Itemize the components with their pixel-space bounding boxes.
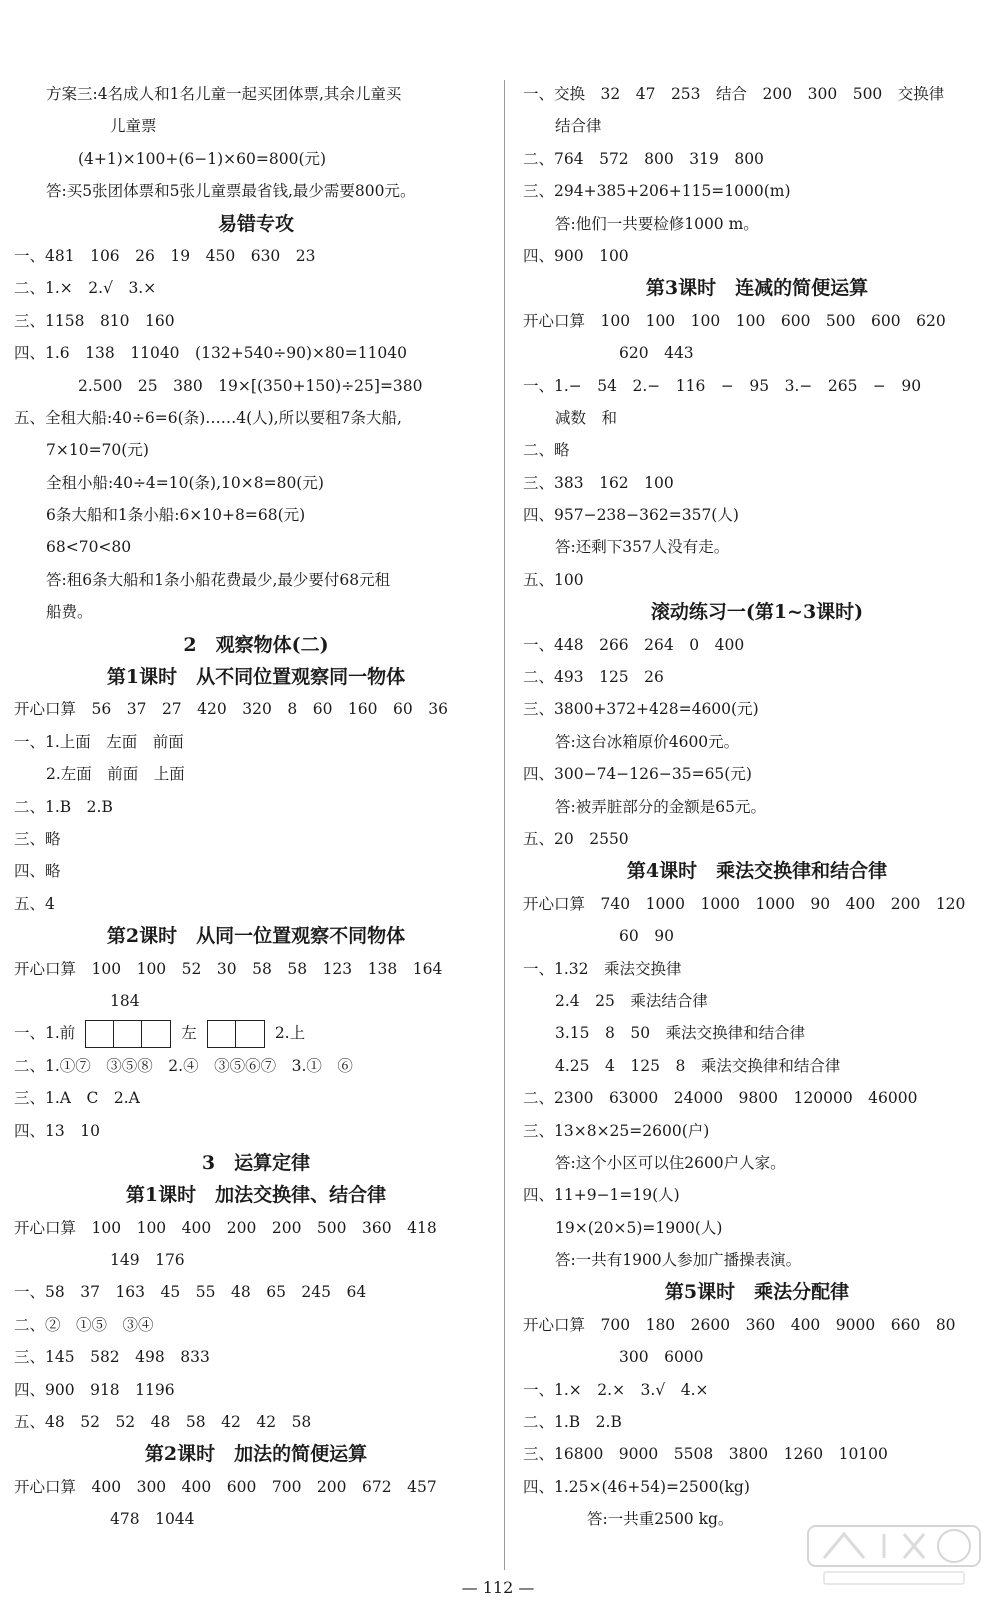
answer-line: 开心口算 740 1000 1000 1000 90 400 200 120 <box>523 894 966 913</box>
answer-line: 四、略 <box>14 862 61 881</box>
answer-line: 五、4 <box>14 894 55 913</box>
answer-line: 五、48 52 52 48 58 42 42 58 <box>14 1413 312 1432</box>
answer-line: 4.25 4 125 8 乘法交换律和结合律 <box>555 1056 841 1075</box>
answer-line: 60 90 <box>619 927 674 946</box>
answer-line: 减数 和 <box>555 408 618 427</box>
answer-line: 一、1.− 54 2.− 116 − 95 3.− 265 − 90 <box>523 376 922 395</box>
answer-line: 五、100 <box>523 570 584 589</box>
left-column <box>14 78 498 1536</box>
answer-line: 开心口算 56 37 27 420 320 8 60 160 60 36 <box>14 700 448 719</box>
view-diagram-front <box>85 1020 171 1048</box>
section-heading-text: 第3课时 连减的简便运算 <box>645 277 869 300</box>
section-heading <box>14 920 498 952</box>
page-number: — 112 — <box>461 1578 535 1597</box>
answer-line: 二、1.B 2.B <box>14 797 113 816</box>
section-heading <box>14 629 498 661</box>
answer-line: 四、957−238−362=357(人) <box>523 506 739 525</box>
answer-line: 开心口算 100 100 52 30 58 58 123 138 164 <box>14 959 443 978</box>
section-heading <box>14 1438 498 1470</box>
answer-line: 答:这台冰箱原价4600元。 <box>555 732 740 751</box>
answer-line <box>14 1017 498 1049</box>
answer-line: 6条大船和1条小船:6×10+8=68(元) <box>46 506 306 525</box>
answer-line: 三、145 582 498 833 <box>14 1348 210 1367</box>
answer-line: 一、58 37 163 45 55 48 65 245 64 <box>14 1283 367 1302</box>
answer-line: 三、3800+372+428=4600(元) <box>523 700 759 719</box>
answer-line: 开心口算 100 100 100 100 600 500 600 620 <box>523 311 946 330</box>
answer-line: 答:一共重2500 kg。 <box>587 1510 734 1529</box>
section-heading <box>14 1147 498 1179</box>
answer-line: 五、20 2550 <box>523 829 629 848</box>
answer-line: 三、13×8×25=2600(户) <box>523 1121 710 1140</box>
answer-line: 开心口算 400 300 400 600 700 200 672 457 <box>14 1477 437 1496</box>
answer-line: 184 <box>110 991 140 1010</box>
answer-line: 五、全租大船:40÷6=6(条)……4(人),所以要租7条大船, <box>14 408 402 427</box>
answer-line: 二、493 125 26 <box>523 668 664 687</box>
answer-line: 答:被弄脏部分的金额是65元。 <box>555 797 766 816</box>
answer-line: (4+1)×100+(6−1)×60=800(元) <box>78 149 327 168</box>
answer-line: 一、481 106 26 19 450 630 23 <box>14 246 316 265</box>
column-divider <box>504 80 505 1570</box>
view-diagram-left <box>207 1020 265 1048</box>
answer-line: 四、900 918 1196 <box>14 1380 175 1399</box>
section-heading-text: 3 运算定律 <box>201 1151 311 1174</box>
answer-line: 四、13 10 <box>14 1121 100 1140</box>
answer-line: 结合律 <box>555 117 602 136</box>
section-heading-text: 第2课时 从同一位置观察不同物体 <box>106 925 406 948</box>
answer-line: 开心口算 700 180 2600 360 400 9000 660 80 <box>523 1315 956 1334</box>
answer-line: 三、1158 810 160 <box>14 311 175 330</box>
answer-line: 四、11+9−1=19(人) <box>523 1186 680 1205</box>
section-heading-text: 第1课时 从不同位置观察同一物体 <box>106 666 406 689</box>
section-heading-text: 第5课时 乘法分配律 <box>664 1281 850 1304</box>
answer-line: 四、300−74−126−35=65(元) <box>523 765 752 784</box>
answer-line: 620 443 <box>619 344 694 363</box>
answer-line: 二、2300 63000 24000 9800 120000 46000 <box>523 1089 918 1108</box>
answer-line: 149 176 <box>110 1251 185 1270</box>
answer-line: 答:租6条大船和1条小船花费最少,最少要付68元租 <box>46 570 391 589</box>
answer-text: 左 <box>181 1024 197 1043</box>
answer-line: 答:一共有1900人参加广播操表演。 <box>555 1251 802 1270</box>
answer-line: 一、1.32 乘法交换律 <box>523 959 682 978</box>
section-heading <box>14 208 498 240</box>
answer-line: 四、1.25×(46+54)=2500(kg) <box>523 1477 750 1496</box>
section-heading <box>14 661 498 693</box>
answer-line: 方案三:4名成人和1名儿童一起买团体票,其余儿童买 <box>46 85 402 103</box>
answer-line: 二、1.B 2.B <box>523 1413 622 1432</box>
answer-line: 四、900 100 <box>523 246 629 265</box>
answer-line: 二、略 <box>523 441 570 460</box>
square-cell <box>236 1021 264 1047</box>
answer-line: 19×(20×5)=1900(人) <box>555 1218 723 1237</box>
answer-line: 二、1.①⑦ ③⑤⑧ 2.④ ③⑤⑥⑦ 3.① ⑥ <box>14 1056 353 1075</box>
answer-line: 2.4 25 乘法结合律 <box>555 991 708 1010</box>
section-heading-text: 2 观察物体(二) <box>183 633 329 656</box>
section-heading <box>14 1179 498 1211</box>
right-column <box>523 78 991 1536</box>
answer-text: 一、1.前 <box>14 1024 76 1043</box>
answer-line: 开心口算 100 100 400 200 200 500 360 418 <box>14 1218 437 1237</box>
square-cell <box>208 1021 236 1047</box>
answer-line: 儿童票 <box>110 117 157 136</box>
answer-line: 三、383 162 100 <box>523 473 674 492</box>
answer-line: 四、1.6 138 11040 (132+540÷90)×80=11040 <box>14 344 408 363</box>
answer-line: 一、1.× 2.× 3.√ 4.× <box>523 1380 709 1399</box>
answer-line: 全租小船:40÷4=10(条),10×8=80(元) <box>46 473 324 492</box>
square-cell <box>142 1021 170 1047</box>
section-heading <box>523 1276 991 1308</box>
section-heading-text: 第2课时 加法的简便运算 <box>144 1443 368 1466</box>
square-cell <box>114 1021 142 1047</box>
answer-line: 2.左面 前面 上面 <box>46 765 185 784</box>
answer-line: 一、448 266 264 0 400 <box>523 635 745 654</box>
answer-line: 一、1.上面 左面 前面 <box>14 732 184 751</box>
answer-line: 二、1.× 2.√ 3.× <box>14 279 157 298</box>
answer-line: 7×10=70(元) <box>46 441 149 460</box>
answer-line: 答:他们一共要检修1000 m。 <box>555 214 759 233</box>
answer-line: 答:这个小区可以住2600户人家。 <box>555 1153 786 1172</box>
answer-line: 一、交换 32 47 253 结合 200 300 500 交换律 <box>523 85 945 103</box>
answer-line: 三、略 <box>14 829 61 848</box>
answer-line: 2.500 25 380 19×[(350+150)÷25]=380 <box>78 376 423 395</box>
answer-line: 3.15 8 50 乘法交换律和结合律 <box>555 1024 806 1043</box>
section-heading-text: 第1课时 加法交换律、结合律 <box>125 1184 387 1207</box>
answer-line: 300 6000 <box>619 1348 704 1367</box>
section-heading <box>523 855 991 887</box>
answer-line: 68<70<80 <box>46 538 132 557</box>
section-heading <box>523 272 991 304</box>
answer-line: 三、16800 9000 5508 3800 1260 10100 <box>523 1445 888 1464</box>
answer-line: 二、② ①⑤ ③④ <box>14 1315 154 1334</box>
answer-line: 478 1044 <box>110 1510 195 1529</box>
answer-line: 三、294+385+206+115=1000(m) <box>523 182 791 201</box>
watermark-logo-icon <box>804 1520 984 1590</box>
answer-line: 答:还剩下357人没有走。 <box>555 538 730 557</box>
answer-line: 答:买5张团体票和5张儿童票最省钱,最少需要800元。 <box>46 182 416 201</box>
answer-line: 三、1.A C 2.A <box>14 1089 140 1108</box>
section-heading-text: 滚动练习一(第1~3课时) <box>650 601 864 624</box>
section-heading <box>523 596 991 628</box>
answer-text: 2.上 <box>274 1024 306 1043</box>
section-heading-text: 易错专攻 <box>217 212 294 235</box>
square-cell <box>86 1021 114 1047</box>
section-heading-text: 第4课时 乘法交换律和结合律 <box>626 860 888 883</box>
answer-line: 船费。 <box>46 603 93 622</box>
answer-line: 二、764 572 800 319 800 <box>523 149 764 168</box>
